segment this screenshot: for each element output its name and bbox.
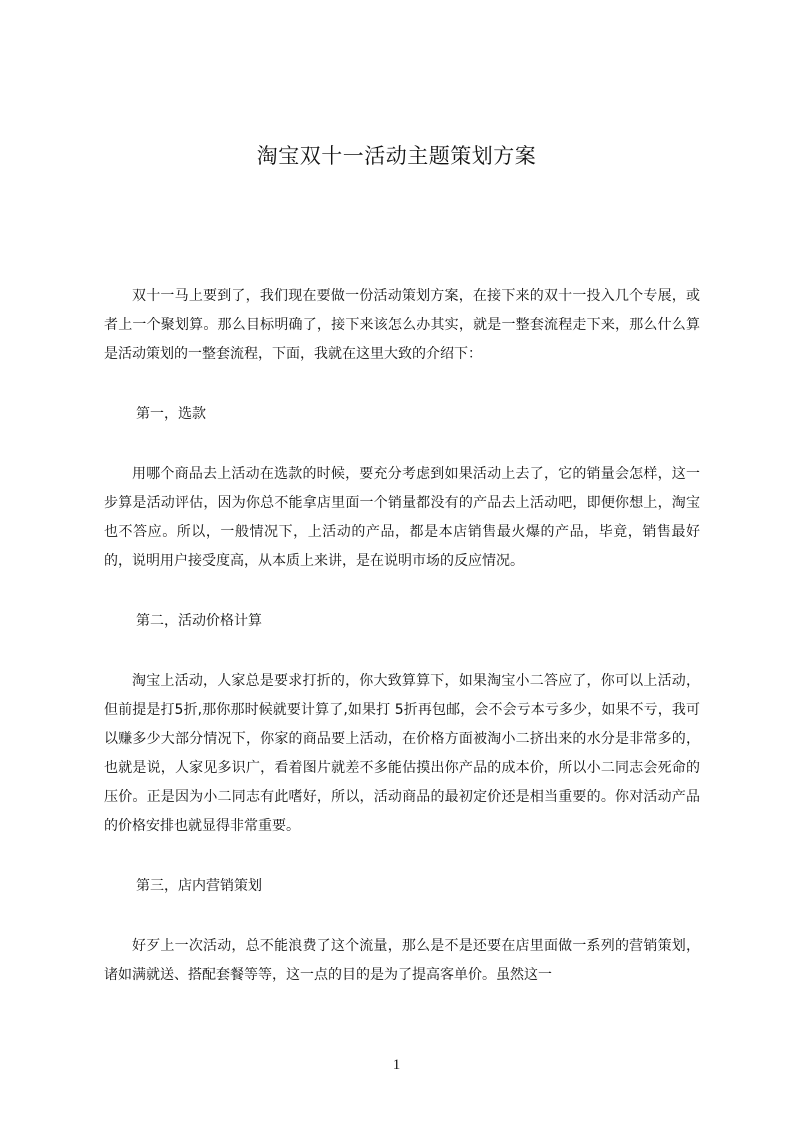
page-number: 1: [392, 1057, 401, 1073]
section-heading-3: 第三，店内营销策划: [136, 878, 262, 894]
section-paragraph-2: 淘宝上活动，人家总是要求打折的，你大致算算下，如果淘宝小二答应了，你可以上活动，但前提是打5折,那你那时候就要计算了,如果打 5折再包邮，会不会亏本亏多少，如果不亏，我可以赚多少大部分情况下，你家的商品要上活动，在价格方面被淘小二挤出来的水分是非常多的，也就是说，人家见多识广，看着图片就差不多能估摸出你产品的成本价，所以小二同志会死命的压价。正是因为小二同志有此嗜好，所以，活动商品的最初定价还是相当重要的。你对活动产品的价格安排也就显得非常重要。: [104, 673, 700, 834]
section-paragraph-3: 好歹上一次活动，总不能浪费了这个流量，那么是不是还要在店里面做一系列的营销策划，诸如满就送、搭配套餐等等，这一点的目的是为了提高客单价。虽然这一: [104, 938, 700, 983]
section-heading-2: 第二，活动价格计算: [136, 613, 262, 629]
document-title: 淘宝双十一活动主题策划方案: [256, 144, 537, 168]
document-body: [104, 282, 700, 990]
intro-paragraph: 双十一马上要到了，我们现在要做一份活动策划方案，在接下来的双十一投入几个专展，或者上一个聚划算。那么目标明确了，接下来该怎么办其实，就是一整套流程走下来，那么什么算是活动策划的一整套流程，下面，我就在这里大致的介绍下：: [104, 288, 700, 362]
section-paragraph-1: 用哪个商品去上活动在选款的时候，要充分考虑到如果活动上去了，它的销量会怎样，这一步算是活动评估，因为你总不能拿店里面一个销量都没有的产品去上活动吧，即便你想上，淘宝也不答应。所以，一般情况下，上活动的产品，都是本店销售最火爆的产品，毕竟，销售最好的，说明用户接受度高，从本质上来讲，是在说明市场的反应情况。: [104, 466, 700, 569]
section-heading-1: 第一，选款: [136, 406, 206, 422]
